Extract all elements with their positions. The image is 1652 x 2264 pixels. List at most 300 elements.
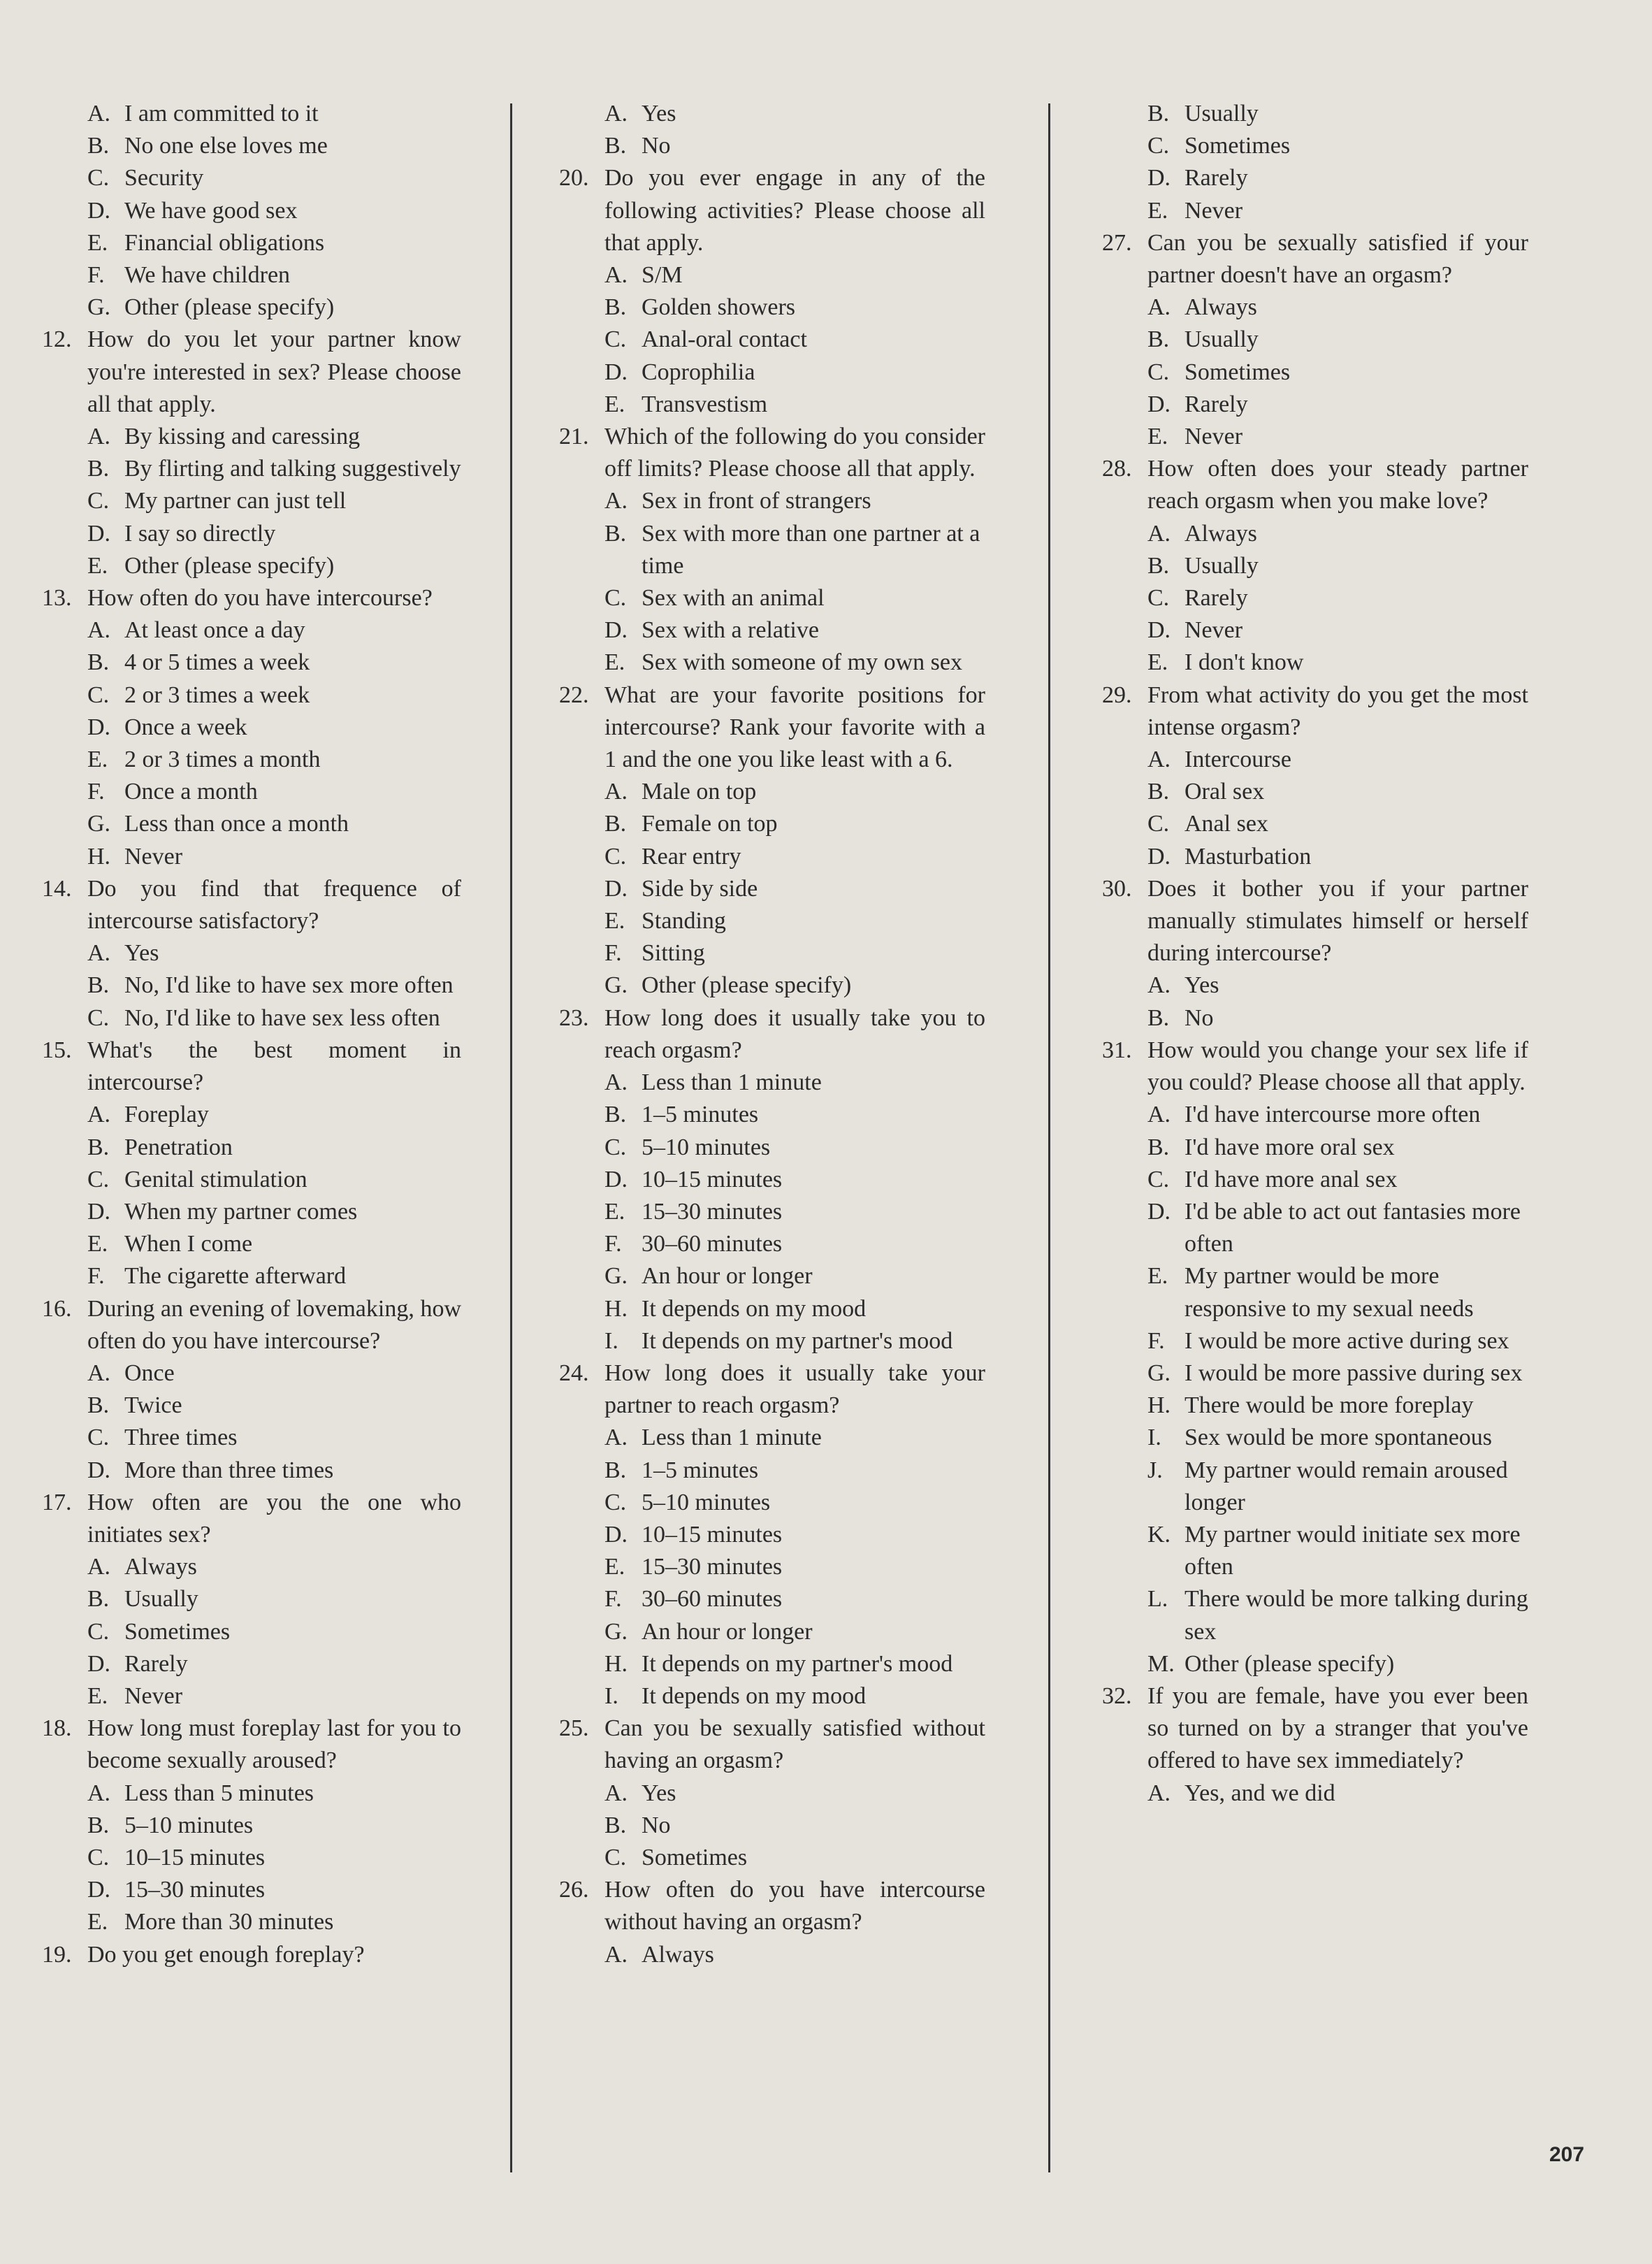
answer-option bbox=[559, 937, 985, 969]
answer-option bbox=[559, 389, 985, 421]
answer-option bbox=[42, 744, 461, 776]
answer-option bbox=[559, 291, 985, 324]
option-text: Other (please specify) bbox=[124, 294, 335, 321]
answer-option bbox=[42, 485, 461, 517]
option-text: It depends on my partner's mood bbox=[642, 1327, 953, 1354]
answer-option bbox=[559, 1583, 985, 1615]
option-letter: B. bbox=[87, 133, 110, 159]
option-text: Less than 1 minute bbox=[642, 1425, 822, 1451]
option-letter: C. bbox=[1147, 811, 1170, 837]
question-number: 22. bbox=[559, 682, 589, 708]
answer-option bbox=[42, 259, 461, 291]
option-text: Yes bbox=[1184, 972, 1219, 999]
option-text: Coprophilia bbox=[642, 359, 755, 385]
option-letter: D. bbox=[87, 520, 111, 547]
option-letter: A. bbox=[1147, 294, 1171, 321]
option-text: Twice bbox=[124, 1392, 182, 1419]
option-text: 1–5 minutes bbox=[642, 1102, 759, 1128]
option-text: Transvestism bbox=[642, 391, 768, 417]
question bbox=[559, 679, 985, 777]
answer-option bbox=[559, 1778, 985, 1810]
option-text: Once bbox=[124, 1360, 175, 1386]
option-letter: H. bbox=[1147, 1392, 1171, 1419]
option-text: Sometimes bbox=[1184, 133, 1291, 159]
option-letter: B. bbox=[604, 1457, 627, 1483]
option-text: 1–5 minutes bbox=[642, 1457, 759, 1483]
option-letter: C. bbox=[604, 1489, 627, 1515]
option-text: Anal sex bbox=[1184, 811, 1268, 837]
option-text: It depends on my mood bbox=[642, 1682, 867, 1709]
answer-option bbox=[42, 969, 461, 1002]
answer-option bbox=[42, 647, 461, 679]
option-text: Male on top bbox=[642, 779, 757, 805]
question bbox=[42, 582, 461, 614]
option-text: Never bbox=[124, 1682, 183, 1709]
answer-option bbox=[42, 1842, 461, 1874]
answer-option bbox=[1102, 841, 1528, 873]
answer-option bbox=[42, 98, 461, 130]
option-text: My partner would initiate sex more often bbox=[1184, 1521, 1521, 1580]
option-letter: C. bbox=[604, 1844, 627, 1870]
question-text: What are your favorite positions for intercourse? Rank your favorite with a 1 and the one you like least with a 6. bbox=[604, 682, 985, 773]
answer-option bbox=[42, 1874, 461, 1906]
question-number: 13. bbox=[42, 585, 72, 612]
option-letter: A. bbox=[87, 940, 111, 967]
option-letter: A. bbox=[604, 101, 628, 127]
column-2 bbox=[559, 98, 985, 1971]
question bbox=[559, 1002, 985, 1067]
option-text: Always bbox=[642, 1941, 714, 1968]
question bbox=[1102, 227, 1528, 291]
option-letter: D. bbox=[1147, 391, 1171, 417]
answer-option bbox=[1102, 324, 1528, 356]
option-text: Oral sex bbox=[1184, 779, 1265, 805]
answer-option bbox=[42, 291, 461, 324]
option-letter: E. bbox=[604, 649, 625, 676]
question-number: 26. bbox=[559, 1877, 589, 1903]
answer-option bbox=[559, 808, 985, 840]
answer-option bbox=[559, 776, 985, 808]
answer-option bbox=[559, 1164, 985, 1196]
option-letter: A. bbox=[1147, 747, 1171, 773]
question-text: How long must foreplay last for you to become sexually aroused? bbox=[87, 1715, 461, 1774]
answer-option bbox=[559, 259, 985, 291]
option-text: Less than 5 minutes bbox=[124, 1780, 314, 1806]
option-text: I'd have intercourse more often bbox=[1184, 1102, 1481, 1128]
option-letter: G. bbox=[604, 1263, 628, 1290]
question-text: If you are female, have you ever been so turned on by a stranger that you've offered to have sex immediately? bbox=[1147, 1682, 1528, 1774]
answer-option bbox=[42, 1906, 461, 1938]
option-text: Rear entry bbox=[642, 843, 741, 870]
answer-option bbox=[1102, 614, 1528, 647]
option-letter: A. bbox=[604, 1780, 628, 1806]
column-1 bbox=[42, 98, 461, 1971]
option-letter: K. bbox=[1147, 1521, 1171, 1548]
answer-option bbox=[1102, 518, 1528, 550]
option-text: Side by side bbox=[642, 875, 758, 902]
question-text: How long does it usually take your partner to reach orgasm? bbox=[604, 1360, 985, 1419]
option-text: Sometimes bbox=[124, 1618, 231, 1645]
answer-option bbox=[1102, 1132, 1528, 1164]
option-text: Less than 1 minute bbox=[642, 1069, 822, 1096]
question bbox=[42, 1293, 461, 1357]
option-letter: A. bbox=[1147, 972, 1171, 999]
option-text: I would be more active during sex bbox=[1184, 1327, 1509, 1354]
question-text: Do you find that frequence of intercourse satisfactory? bbox=[87, 875, 461, 935]
answer-option bbox=[559, 1810, 985, 1842]
option-text: The cigarette afterward bbox=[124, 1263, 347, 1290]
question-text: How often are you the one who initiates sex? bbox=[87, 1489, 461, 1548]
question bbox=[559, 162, 985, 259]
option-letter: A. bbox=[604, 779, 628, 805]
question bbox=[42, 324, 461, 421]
answer-option bbox=[559, 1099, 985, 1131]
option-text: I'd have more anal sex bbox=[1184, 1166, 1398, 1192]
column-divider bbox=[1048, 103, 1050, 2172]
option-letter: B. bbox=[87, 1134, 110, 1160]
option-letter: D. bbox=[604, 1521, 628, 1548]
option-text: It depends on my partner's mood bbox=[642, 1650, 953, 1677]
option-letter: E. bbox=[604, 1198, 625, 1225]
answer-option bbox=[1102, 550, 1528, 582]
answer-option bbox=[1102, 195, 1528, 227]
option-letter: E. bbox=[604, 1554, 625, 1580]
answer-option bbox=[1102, 1002, 1528, 1034]
answer-option bbox=[1102, 130, 1528, 162]
question-text: From what activity do you get the most intense orgasm? bbox=[1147, 682, 1528, 740]
option-text: 5–10 minutes bbox=[124, 1812, 254, 1838]
option-text: 15–30 minutes bbox=[642, 1554, 783, 1580]
option-letter: C. bbox=[87, 1004, 110, 1031]
answer-option bbox=[559, 130, 985, 162]
answer-option bbox=[1102, 647, 1528, 679]
question bbox=[559, 1357, 985, 1422]
question-number: 16. bbox=[42, 1295, 72, 1322]
answer-option bbox=[559, 485, 985, 517]
question-number: 21. bbox=[559, 424, 589, 450]
option-text: Once a month bbox=[124, 779, 258, 805]
answer-option bbox=[559, 841, 985, 873]
option-text: Security bbox=[124, 165, 204, 192]
option-letter: C. bbox=[604, 1134, 627, 1160]
option-text: No one else loves me bbox=[124, 133, 328, 159]
option-text: I would be more passive during sex bbox=[1184, 1360, 1523, 1386]
option-text: We have children bbox=[124, 262, 291, 289]
option-letter: C. bbox=[87, 682, 110, 708]
answer-option bbox=[42, 1583, 461, 1615]
answer-option bbox=[42, 518, 461, 550]
answer-option bbox=[1102, 291, 1528, 324]
question bbox=[559, 1713, 985, 1777]
option-letter: C. bbox=[87, 1425, 110, 1451]
option-text: Sometimes bbox=[642, 1844, 748, 1870]
option-text: Less than once a month bbox=[124, 811, 349, 837]
answer-option bbox=[1102, 1325, 1528, 1357]
answer-option bbox=[42, 1680, 461, 1713]
answer-option bbox=[559, 969, 985, 1002]
option-letter: D. bbox=[1147, 843, 1171, 870]
option-letter: F. bbox=[604, 940, 622, 967]
option-letter: E. bbox=[87, 229, 108, 256]
answer-option bbox=[1102, 1099, 1528, 1131]
answer-option bbox=[559, 614, 985, 647]
option-letter: F. bbox=[1147, 1327, 1165, 1354]
answer-option bbox=[1102, 1196, 1528, 1260]
option-letter: E. bbox=[87, 1231, 108, 1257]
option-letter: D. bbox=[1147, 617, 1171, 644]
option-text: Always bbox=[124, 1554, 197, 1580]
answer-option bbox=[42, 227, 461, 259]
question-number: 20. bbox=[559, 165, 589, 192]
answer-option bbox=[1102, 1778, 1528, 1810]
answer-option bbox=[559, 98, 985, 130]
option-letter: B. bbox=[604, 133, 627, 159]
answer-option bbox=[1102, 1455, 1528, 1519]
answer-option bbox=[1102, 356, 1528, 389]
answer-option bbox=[42, 614, 461, 647]
option-letter: E. bbox=[1147, 1263, 1168, 1290]
option-text: More than three times bbox=[124, 1457, 334, 1483]
option-text: 10–15 minutes bbox=[642, 1166, 783, 1192]
option-text: 30–60 minutes bbox=[642, 1231, 783, 1257]
answer-option bbox=[559, 1325, 985, 1357]
answer-option bbox=[1102, 1260, 1528, 1325]
option-letter: A. bbox=[604, 1941, 628, 1968]
answer-option bbox=[1102, 1583, 1528, 1647]
answer-option bbox=[1102, 98, 1528, 130]
option-letter: B. bbox=[87, 649, 110, 676]
question-number: 15. bbox=[42, 1037, 72, 1063]
option-letter: E. bbox=[1147, 649, 1168, 676]
answer-option bbox=[42, 1616, 461, 1648]
option-text: Sitting bbox=[642, 940, 705, 967]
question-number: 31. bbox=[1102, 1037, 1132, 1063]
answer-option bbox=[42, 421, 461, 453]
question bbox=[559, 421, 985, 485]
answer-option bbox=[559, 873, 985, 905]
answer-option bbox=[42, 808, 461, 840]
option-text: Foreplay bbox=[124, 1102, 209, 1128]
question-number: 23. bbox=[559, 1004, 589, 1031]
option-letter: F. bbox=[87, 779, 105, 805]
option-text: We have good sex bbox=[124, 197, 298, 224]
option-letter: B. bbox=[1147, 552, 1170, 579]
option-letter: C. bbox=[604, 326, 627, 353]
question-number: 24. bbox=[559, 1360, 589, 1386]
option-letter: L. bbox=[1147, 1586, 1168, 1613]
option-letter: C. bbox=[604, 585, 627, 612]
option-text: Usually bbox=[124, 1586, 198, 1613]
option-text: Genital stimulation bbox=[124, 1166, 307, 1192]
answer-option bbox=[559, 1067, 985, 1099]
option-text: No bbox=[642, 133, 671, 159]
question-text: Can you be sexually satisfied without having an orgasm? bbox=[604, 1715, 985, 1774]
answer-option bbox=[1102, 808, 1528, 840]
answer-option bbox=[559, 1487, 985, 1519]
option-letter: E. bbox=[604, 908, 625, 935]
option-text: I am committed to it bbox=[124, 101, 319, 127]
answer-option bbox=[42, 162, 461, 194]
option-letter: J. bbox=[1147, 1457, 1163, 1483]
option-letter: B. bbox=[87, 972, 110, 999]
question-text: How often does your steady partner reach orgasm when you make love? bbox=[1147, 456, 1528, 514]
option-text: More than 30 minutes bbox=[124, 1909, 334, 1935]
option-text: 5–10 minutes bbox=[642, 1134, 771, 1160]
option-text: 10–15 minutes bbox=[642, 1521, 783, 1548]
option-letter: C. bbox=[1147, 585, 1170, 612]
option-letter: D. bbox=[87, 1198, 111, 1225]
question-text: What's the best moment in intercourse? bbox=[87, 1037, 461, 1096]
question-text: Do you get enough foreplay? bbox=[87, 1941, 365, 1968]
option-letter: I. bbox=[604, 1327, 618, 1354]
option-letter: C. bbox=[87, 165, 110, 192]
option-text: Other (please specify) bbox=[642, 972, 852, 999]
option-letter: A. bbox=[604, 262, 628, 289]
option-letter: C. bbox=[87, 1844, 110, 1870]
answer-option bbox=[559, 1260, 985, 1292]
question-text: During an evening of lovemaking, how often do you have intercourse? bbox=[87, 1295, 461, 1354]
option-text: I don't know bbox=[1184, 649, 1304, 676]
option-text: Sex with more than one partner at a time bbox=[642, 520, 980, 579]
option-letter: F. bbox=[87, 1263, 105, 1290]
option-text: Once a week bbox=[124, 714, 247, 740]
answer-option bbox=[559, 1939, 985, 1971]
answer-option bbox=[559, 1196, 985, 1228]
option-text: Financial obligations bbox=[124, 229, 325, 256]
answer-option bbox=[559, 356, 985, 389]
answer-option bbox=[1102, 744, 1528, 776]
option-text: By kissing and caressing bbox=[124, 424, 361, 450]
option-text: My partner would be more responsive to my sexual needs bbox=[1184, 1263, 1474, 1322]
answer-option bbox=[42, 679, 461, 712]
answer-option bbox=[1102, 1648, 1528, 1680]
page-number: 207 bbox=[1549, 2143, 1585, 2166]
answer-option bbox=[559, 1551, 985, 1583]
answer-option bbox=[559, 518, 985, 582]
question bbox=[1102, 679, 1528, 744]
answer-option bbox=[559, 1422, 985, 1454]
option-letter: B. bbox=[1147, 779, 1170, 805]
option-letter: E. bbox=[1147, 197, 1168, 224]
answer-option bbox=[559, 1519, 985, 1551]
answer-option bbox=[42, 841, 461, 873]
option-letter: E. bbox=[604, 391, 625, 417]
option-letter: B. bbox=[604, 520, 627, 547]
option-text: Always bbox=[1184, 520, 1257, 547]
option-text: I say so directly bbox=[124, 520, 276, 547]
answer-option bbox=[42, 1002, 461, 1034]
option-text: 2 or 3 times a month bbox=[124, 747, 321, 773]
option-letter: B. bbox=[87, 1586, 110, 1613]
option-text: No bbox=[1184, 1004, 1214, 1031]
option-letter: C. bbox=[87, 1618, 110, 1645]
option-text: There would be more talking during sex bbox=[1184, 1586, 1528, 1645]
option-letter: B. bbox=[1147, 1134, 1170, 1160]
option-text: Yes bbox=[642, 101, 676, 127]
question-number: 25. bbox=[559, 1715, 589, 1742]
answer-option bbox=[42, 1228, 461, 1260]
option-letter: B. bbox=[1147, 326, 1170, 353]
answer-option bbox=[559, 1228, 985, 1260]
option-text: Rarely bbox=[1184, 165, 1248, 192]
question bbox=[559, 1874, 985, 1938]
option-letter: C. bbox=[604, 843, 627, 870]
question-text: Which of the following do you consider off limits? Please choose all that apply. bbox=[604, 424, 985, 482]
answer-option bbox=[42, 1422, 461, 1454]
option-text: My partner can just tell bbox=[124, 488, 347, 514]
option-letter: A. bbox=[87, 1780, 111, 1806]
option-text: Yes, and we did bbox=[1184, 1780, 1335, 1806]
question-text: How would you change your sex life if you could? Please choose all that apply. bbox=[1147, 1037, 1528, 1096]
option-text: Usually bbox=[1184, 552, 1259, 579]
option-letter: A. bbox=[604, 488, 628, 514]
option-letter: C. bbox=[1147, 359, 1170, 385]
column-divider bbox=[510, 103, 512, 2172]
option-letter: B. bbox=[604, 1812, 627, 1838]
option-letter: D. bbox=[87, 1650, 111, 1677]
option-letter: F. bbox=[604, 1231, 622, 1257]
option-text: Three times bbox=[124, 1425, 238, 1451]
question bbox=[1102, 1680, 1528, 1778]
option-letter: B. bbox=[604, 811, 627, 837]
option-text: Anal-oral contact bbox=[642, 326, 807, 353]
answer-option bbox=[559, 1132, 985, 1164]
option-letter: G. bbox=[604, 1618, 628, 1645]
column-3 bbox=[1102, 98, 1528, 1810]
option-text: Sex with a relative bbox=[642, 617, 819, 644]
answer-option bbox=[42, 712, 461, 744]
option-letter: A. bbox=[604, 1069, 628, 1096]
option-text: Intercourse bbox=[1184, 747, 1291, 773]
answer-option bbox=[559, 1455, 985, 1487]
option-text: At least once a day bbox=[124, 617, 305, 644]
option-letter: A. bbox=[1147, 1102, 1171, 1128]
option-letter: A. bbox=[87, 424, 111, 450]
option-letter: F. bbox=[87, 262, 105, 289]
option-text: 2 or 3 times a week bbox=[124, 682, 310, 708]
answer-option bbox=[42, 453, 461, 485]
question-number: 17. bbox=[42, 1489, 72, 1515]
option-letter: B. bbox=[1147, 1004, 1170, 1031]
answer-option bbox=[1102, 582, 1528, 614]
question bbox=[42, 1487, 461, 1551]
option-letter: A. bbox=[87, 617, 111, 644]
option-letter: C. bbox=[1147, 133, 1170, 159]
option-letter: H. bbox=[604, 1650, 628, 1677]
option-text: Never bbox=[124, 843, 183, 870]
answer-option bbox=[42, 195, 461, 227]
option-text: An hour or longer bbox=[642, 1263, 813, 1290]
option-letter: A. bbox=[87, 1360, 111, 1386]
option-text: Female on top bbox=[642, 811, 778, 837]
option-text: 10–15 minutes bbox=[124, 1844, 266, 1870]
question-text: Does it bother you if your partner manually stimulates himself or herself during intercourse? bbox=[1147, 875, 1528, 967]
option-letter: A. bbox=[87, 1554, 111, 1580]
question-number: 14. bbox=[42, 875, 72, 902]
option-letter: A. bbox=[87, 101, 111, 127]
option-letter: D. bbox=[87, 1877, 111, 1903]
option-text: My partner would remain aroused longer bbox=[1184, 1457, 1508, 1515]
option-text: There would be more foreplay bbox=[1184, 1392, 1474, 1419]
option-text: Always bbox=[1184, 294, 1257, 321]
option-text: 5–10 minutes bbox=[642, 1489, 771, 1515]
option-letter: E. bbox=[87, 1682, 108, 1709]
option-text: Sex with an animal bbox=[642, 585, 825, 612]
option-letter: F. bbox=[604, 1586, 622, 1613]
answer-option bbox=[1102, 776, 1528, 808]
question bbox=[42, 873, 461, 937]
question-number: 28. bbox=[1102, 456, 1132, 482]
